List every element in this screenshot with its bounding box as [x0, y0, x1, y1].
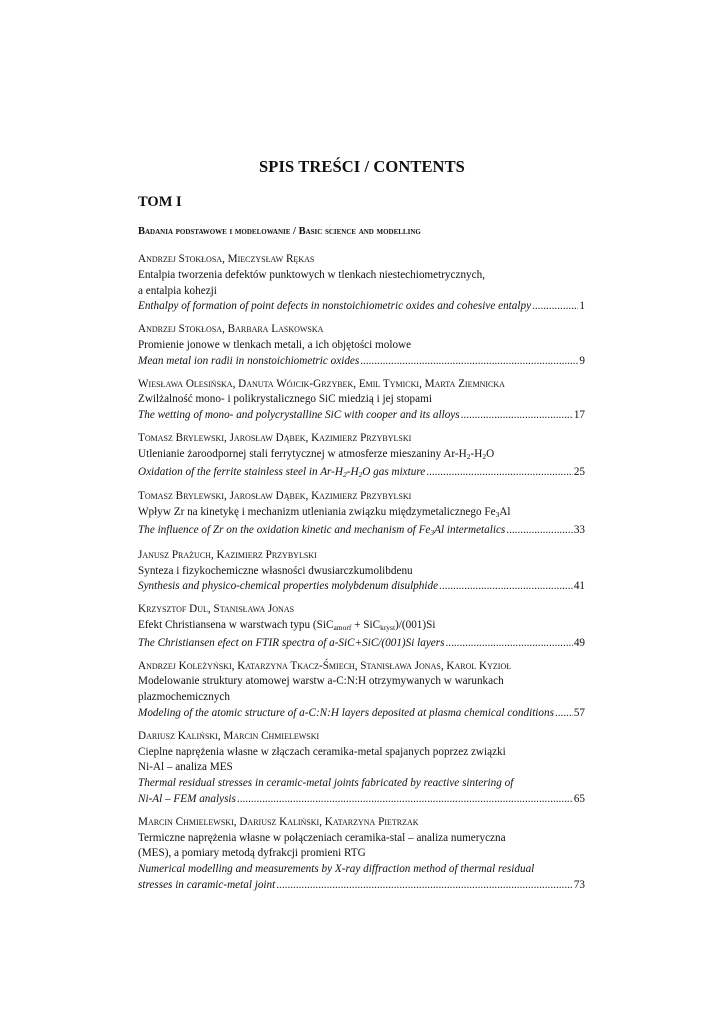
toc-entry[interactable]: [138, 489, 585, 540]
title-part: Utlenianie żaroodpornej stali ferrytycznej w atmosferze mieszaniny Ar-H: [138, 447, 467, 460]
title-part: -H: [470, 447, 483, 460]
entry-title-en-text: Mean metal ion radii in nonstoichiometric oxides: [138, 354, 360, 367]
entry-page-number: 41: [573, 580, 585, 593]
toc-entry[interactable]: [138, 815, 585, 894]
toc-entry[interactable]: [138, 659, 585, 722]
entry-title-en: Thermal residual stresses in ceramic-metal joints fabricated by reactive sintering of: [138, 777, 514, 790]
dot-leader: [445, 636, 572, 652]
dot-leader: [532, 299, 578, 315]
entry-title-en: [138, 299, 585, 315]
entry-title-pl: Ni-Al – analiza MES: [138, 761, 233, 774]
toc-entry[interactable]: [138, 322, 585, 369]
entry-title-en: [138, 636, 585, 652]
dot-leader: [360, 354, 578, 370]
entry-title-en-text: [138, 523, 505, 541]
entry-title-en: [138, 792, 585, 808]
entry-title-en: [138, 706, 585, 722]
entry-title-en: [138, 579, 585, 595]
entry-title-pl: Termiczne naprężenia własne w połączeniach ceramika-stal – analiza numeryczna: [138, 831, 506, 844]
dot-leader: [506, 523, 573, 539]
dot-leader: [461, 408, 573, 424]
entry-authors: Tomasz Brylewski, Jarosław Dąbek, Kazimierz Przybylski: [138, 431, 412, 444]
entry-page-number: 9: [579, 354, 585, 367]
entry-authors: Andrzej Koleżyński, Katarzyna Tkacz-Śmiech, Stanisława Jonas, Karol Kyzioł: [138, 659, 512, 672]
entry-title-en: [138, 354, 585, 370]
entry-title-en-text: Enthalpy of formation of point defects in nonstoichiometric oxides and cohesive entalpy: [138, 300, 532, 313]
entry-title-pl: [138, 505, 585, 523]
toc-entry[interactable]: [138, 252, 585, 315]
subscript: 3: [495, 510, 500, 520]
toc-entry[interactable]: [138, 377, 585, 424]
entry-title-en-text: [138, 465, 425, 483]
entry-title-en-text: stresses in caramic-metal joint: [138, 878, 276, 891]
entry-authors: Tomasz Brylewski, Jarosław Dąbek, Kazimierz Przybylski: [138, 490, 412, 503]
toc-entry[interactable]: [138, 431, 585, 482]
toc-entries: [138, 252, 585, 901]
entry-title-en: [138, 523, 585, 541]
title-part: O gas mixture: [362, 465, 426, 478]
entry-page-number: 57: [573, 706, 585, 719]
entry-title-en-text: Synthesis and physico-chemical properties molybdenum disulphide: [138, 580, 439, 593]
entry-title-en-text: The wetting of mono- and polycrystalline SiC with cooper and its alloys: [138, 409, 460, 422]
dot-leader: [276, 878, 573, 894]
title-part: + SiC: [351, 618, 381, 631]
entry-title-en-text: The Christiansen efect on FTIR spectra of a-SiC+SiC/(001)Si layers: [138, 636, 445, 649]
entry-authors: Marcin Chmielewski, Dariusz Kaliński, Katarzyna Pietrzak: [138, 815, 419, 828]
dot-leader: [237, 792, 573, 808]
entry-title-pl: Zwilżalność mono- i polikrystalicznego SiC miedzią i jej stopami: [138, 393, 432, 406]
subscript: 2: [482, 451, 487, 461]
entry-authors: Wiesława Olesińska, Danuta Wójcik-Grzybek, Emil Tymicki, Marta Ziemnicka: [138, 377, 505, 390]
toc-entry[interactable]: [138, 548, 585, 595]
entry-title-pl: Synteza i fizykochemiczne własności dwusiarczkumolibdenu: [138, 564, 413, 577]
entry-title-en: [138, 465, 585, 483]
title-part: Wpływ Zr na kinetykę i mechanizm utleniania związku międzymetalicznego Fe: [138, 506, 496, 519]
title-part: )/(001)Si: [395, 618, 436, 631]
entry-title-en-text: Ni-Al – FEM analysis: [138, 792, 236, 805]
subscript: 2: [466, 451, 471, 461]
dot-leader: [439, 579, 573, 595]
title-part: The influence of Zr on the oxidation kinetic and mechanism of Fe: [138, 523, 431, 536]
document-title: SPIS TREŚCI / CONTENTS: [259, 157, 465, 176]
entry-title-pl: a entalpia kohezji: [138, 284, 217, 297]
subscript: kryst: [380, 622, 396, 632]
entry-authors: Krzysztof Dul, Stanisława Jonas: [138, 603, 295, 616]
entry-title-en-text: Modeling of the atomic structure of a-C:N:H layers deposited at plasma chemical conditions: [138, 706, 554, 719]
toc-entry[interactable]: [138, 602, 585, 651]
title-part: -H: [346, 465, 359, 478]
entry-title-pl: Cieplne naprężenia własne w złączach ceramika-metal spajanych poprzez związki: [138, 745, 506, 758]
entry-title-pl: [138, 618, 585, 636]
entry-title-en: [138, 408, 585, 424]
entry-authors: Andrzej Stokłosa, Barbara Laskowska: [138, 323, 324, 336]
title-part: Efekt Christiansena w warstwach typu (SiC: [138, 618, 334, 631]
dot-leader: [426, 465, 573, 481]
entry-authors: Janusz Prażuch, Kazimierz Przybylski: [138, 548, 317, 561]
dot-leader: [555, 706, 573, 722]
subscript: amorf: [333, 622, 352, 632]
entry-authors: Dariusz Kaliński, Marcin Chmielewski: [138, 729, 320, 742]
entry-title-en: Numerical modelling and measurements by X-ray diffraction method of thermal residual: [138, 863, 535, 876]
entry-page-number: 49: [573, 636, 585, 649]
entry-page-number: 17: [573, 409, 585, 422]
toc-entry[interactable]: [138, 729, 585, 808]
entry-page-number: 65: [573, 792, 585, 805]
entry-title-pl: Promienie jonowe w tlenkach metali, a ich objętości molowe: [138, 338, 412, 351]
entry-authors: Andrzej Stokłosa, Mieczysław Rękas: [138, 253, 315, 265]
title-part: Al: [499, 506, 511, 519]
entry-title-pl: [138, 447, 585, 465]
entry-page-number: 1: [579, 300, 585, 313]
section-heading: Badania podstawowe i modelowanie / Basic science and modelling: [138, 226, 421, 237]
title-part: Oxidation of the ferrite stainless steel in Ar-H: [138, 465, 343, 478]
entry-page-number: 33: [573, 523, 585, 536]
title-part: Al intermetalics: [434, 523, 506, 536]
entry-page-number: 73: [573, 878, 585, 891]
subscript: 3: [430, 527, 435, 537]
subscript: 2: [342, 469, 347, 479]
title-part: O: [486, 447, 495, 460]
entry-title-en: [138, 878, 585, 894]
entry-title-pl: Modelowanie struktury atomowej warstw a-C:N:H otrzymywanych w warunkach: [138, 675, 504, 688]
entry-title-pl: Entalpia tworzenia defektów punktowych w tlenkach niestechiometrycznych,: [138, 268, 485, 281]
volume-heading: TOM I: [138, 194, 182, 210]
entry-title-pl: plazmochemicznych: [138, 691, 230, 704]
entry-title-pl: (MES), a pomiary metodą dyfrakcji promieni RTG: [138, 847, 366, 860]
subscript: 2: [358, 469, 363, 479]
entry-page-number: 25: [573, 465, 585, 478]
